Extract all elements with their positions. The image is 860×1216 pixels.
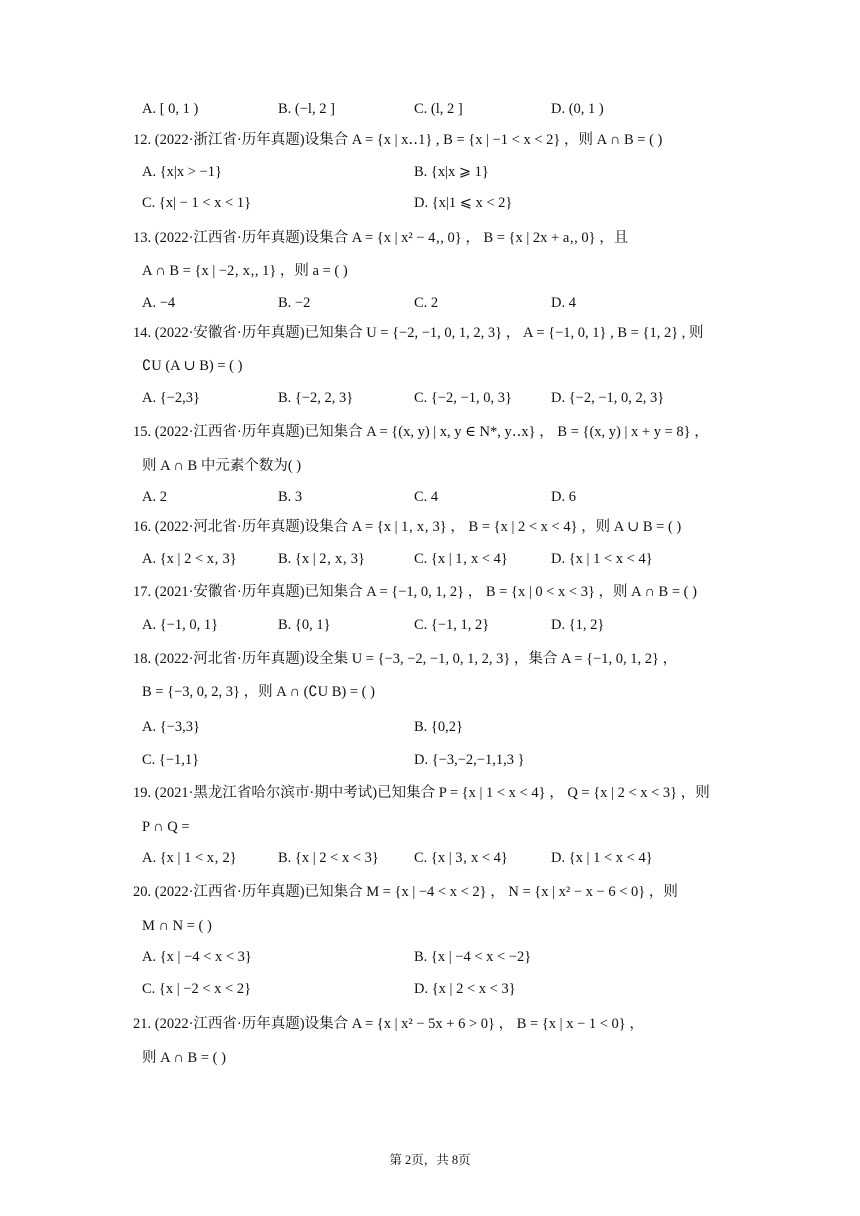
- question-text: 15. (2022·江西省·历年真题)已知集合 A = {(x, y) | x, y ∈ N*, y‥x} ， B = {(x, y) | x + y = 8} ，: [133, 424, 709, 440]
- answer-option: C. {−2, −1, 0, 3}: [414, 390, 512, 406]
- question-text: 18. (2022·河北省·历年真题)设全集 U = {−3, −2, −1, 0, 1, 2, 3} ，集合 A = {−1, 0, 1, 2} ，: [133, 651, 678, 667]
- answer-option: C. {x | 3‚ x < 4}: [414, 850, 508, 866]
- answer-option: B. {−2, 2, 3}: [278, 390, 354, 406]
- answer-option: A. −4: [142, 295, 176, 311]
- answer-option: D. {−2, −1, 0, 2, 3}: [551, 390, 665, 406]
- question-text: 14. (2022·安徽省·历年真题)已知集合 U = {−2, −1, 0, 1, 2, 3} ， A = {−1, 0, 1} , B = {1, 2} , 则: [133, 325, 704, 341]
- answer-option: D. {1, 2}: [551, 617, 605, 633]
- answer-option: A. {−2,3}: [142, 390, 200, 406]
- answer-option: B. 3: [278, 489, 303, 505]
- answer-option: B. {0, 1}: [278, 617, 331, 633]
- question-continuation: 则 A ∩ B = ( ): [142, 1050, 226, 1066]
- answer-option: B. (−l, 2 ]: [278, 101, 335, 117]
- answer-option: A. 2: [142, 489, 167, 505]
- question-text: 20. (2022·江西省·历年真题)已知集合 M = {x | −4 < x < 2} ， N = {x | x² − x − 6 < 0} ，则: [133, 884, 678, 900]
- answer-option: B. −2: [278, 295, 311, 311]
- answer-option: C. {x | −2 < x < 2}: [142, 981, 252, 997]
- question-text: 16. (2022·河北省·历年真题)设集合 A = {x | 1‚ x‚ 3} ， B = {x | 2 < x < 4} ，则 A ∪ B = ( ): [133, 519, 682, 535]
- answer-option: B. {x | 2 < x < 3}: [278, 850, 379, 866]
- answer-option: A. {x | 2 < x‚ 3}: [142, 551, 237, 567]
- question-text: 21. (2022·江西省·历年真题)设集合 A = {x | x² − 5x + 6 > 0} ， B = {x | x − 1 < 0} ，: [133, 1016, 644, 1032]
- answer-option: C. {−1,1}: [142, 752, 200, 768]
- answer-option: A. {x | −4 < x < 3}: [142, 949, 252, 965]
- question-text: 13. (2022·江西省·历年真题)设集合 A = {x | x² − 4‚, 0} ， B = {x | 2x + a‚, 0} ，且: [133, 230, 629, 246]
- question-continuation: 则 A ∩ B 中元素个数为( ): [142, 458, 302, 474]
- answer-option: C. (l, 2 ]: [414, 101, 463, 117]
- answer-option: D. {x|1 ⩽ x < 2}: [414, 195, 513, 211]
- answer-option: B. {x | 2‚ x‚ 3}: [278, 551, 365, 567]
- answer-option: D. 4: [551, 295, 576, 311]
- question-continuation: A ∩ B = {x | −2‚ x‚, 1} ，则 a = ( ): [142, 263, 348, 279]
- answer-option: D. (0, 1 ): [551, 101, 604, 117]
- answer-option: B. {0,2}: [414, 719, 463, 735]
- answer-option: C. 4: [414, 489, 439, 505]
- answer-option: D. {x | 1 < x < 4}: [551, 551, 653, 567]
- answer-option: D. {x | 1 < x < 4}: [551, 850, 653, 866]
- answer-option: D. {x | 2 < x < 3}: [414, 981, 516, 997]
- answer-option: C. 2: [414, 295, 439, 311]
- question-text: 17. (2021·安徽省·历年真题)已知集合 A = {−1, 0, 1, 2} ， B = {x | 0 < x < 3} ，则 A ∩ B = ( ): [133, 584, 697, 600]
- question-continuation: B = {−3, 0, 2, 3} ，则 A ∩ (∁U B) = ( ): [142, 684, 375, 700]
- answer-option: D. {−3,−2,−1,1,3 }: [414, 752, 525, 768]
- answer-option: A. [ 0, 1 ): [142, 101, 199, 117]
- question-continuation: M ∩ N = ( ): [142, 918, 212, 934]
- question-text: 19. (2021·黑龙江省哈尔滨市·期中考试)已知集合 P = {x | 1 < x < 4} ， Q = {x | 2 < x < 3} ，则: [133, 785, 710, 801]
- answer-option: D. 6: [551, 489, 576, 505]
- question-continuation: ∁U (A ∪ B) = ( ): [142, 358, 243, 374]
- answer-option: A. {x|x > −1}: [142, 164, 222, 180]
- page-footer: 第 2页，共 8页: [389, 1153, 471, 1167]
- question-continuation: P ∩ Q =: [142, 819, 190, 835]
- answer-option: A. {−3,3}: [142, 719, 200, 735]
- answer-option: A. {x | 1 < x‚ 2}: [142, 850, 237, 866]
- answer-option: B. {x|x ⩾ 1}: [414, 164, 489, 180]
- answer-option: A. {−1, 0, 1}: [142, 617, 219, 633]
- answer-option: B. {x | −4 < x < −2}: [414, 949, 532, 965]
- answer-option: C. {−1, 1, 2}: [414, 617, 490, 633]
- answer-option: C. {x | 1‚ x < 4}: [414, 551, 508, 567]
- question-text: 12. (2022·浙江省·历年真题)设集合 A = {x | x‥1} , B = {x | −1 < x < 2} ，则 A ∩ B = ( ): [133, 132, 663, 148]
- answer-option: C. {x| − 1 < x < 1}: [142, 195, 252, 211]
